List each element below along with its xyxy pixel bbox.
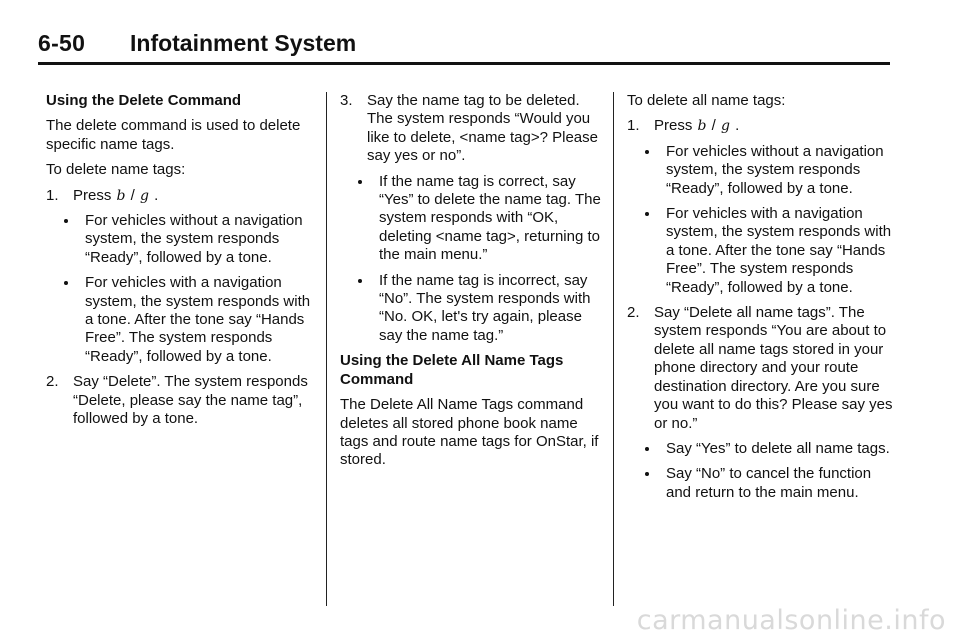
delete-all-heading: Using the Delete All Name Tags Command (340, 352, 564, 388)
column-3 (627, 92, 893, 509)
step-number: 1. (46, 186, 59, 204)
phone-button-icon: g (140, 187, 149, 204)
step-end: . (735, 117, 740, 135)
bullet-item (46, 212, 312, 267)
bullet-dot-icon (358, 279, 362, 283)
bullet-dot-icon (645, 447, 649, 451)
header-rule (38, 62, 890, 65)
delete-command-heading: Using the Delete Command (46, 92, 242, 109)
section-title: Infotainment System (130, 30, 357, 56)
bullet-text: For vehicles with a navigation system, the system responds with a tone. After the tone say “Hands Free”. The system responds “Ready”, followed by a tone. (85, 274, 311, 365)
step-end: . (154, 186, 159, 204)
bullet-dot-icon (64, 219, 68, 223)
delete-all-body: The Delete All Name Tags command deletes all stored phone book name tags and route name tags for OnStar, if stored. (340, 396, 599, 469)
step-text: Press (654, 117, 693, 135)
column-divider-1 (326, 92, 327, 606)
bullet-text: For vehicles without a navigation system, the system responds “Ready”, followed by a tone. (85, 212, 303, 266)
step-text: Say “Delete all name tags”. The system responds “You are about to delete all name tags stored in your phone directory and your route destination directory. Are you sure you want to do this? Please say yes or no.” (654, 304, 893, 432)
icon-separator: / (130, 186, 135, 204)
bullet-text: If the name tag is incorrect, say “No”. The system responds with “No. OK, let's try again, please say the name tag.” (379, 271, 591, 344)
bullet-item (627, 440, 893, 458)
bullet-dot-icon (645, 212, 649, 216)
step-1 (627, 117, 893, 135)
step-text: Say “Delete”. The system responds “Delete, please say the name tag”, followed by a tone. (73, 373, 308, 428)
bullet-item (627, 465, 893, 502)
step-number: 2. (627, 304, 640, 322)
column-divider-2 (613, 92, 614, 606)
step-3 (340, 92, 606, 166)
bullet-dot-icon (645, 150, 649, 154)
step-2 (627, 304, 893, 433)
column-1 (46, 92, 312, 436)
bullet-text: For vehicles with a navigation system, the system responds with a tone. After the tone say “Hands Free”. The system responds “Ready”, followed by a tone. (666, 205, 892, 296)
delete-all-lead: To delete all name tags: (627, 92, 786, 109)
bullet-item (340, 173, 606, 265)
step-number: 1. (627, 117, 640, 135)
phone-button-icon: g (721, 118, 730, 135)
bullet-dot-icon (645, 472, 649, 476)
step-text: Press (73, 186, 112, 204)
step-text: Say the name tag to be deleted. The system responds “Would you like to delete, <name tag>? Please say yes or no”. (367, 92, 598, 165)
column-2 (340, 92, 606, 477)
bullet-item (627, 143, 893, 198)
bullet-item (340, 272, 606, 346)
bullet-dot-icon (64, 281, 68, 285)
bullet-dot-icon (358, 180, 362, 184)
icon-separator: / (711, 117, 716, 135)
step-number: 3. (340, 92, 353, 109)
bullet-text: For vehicles without a navigation system, the system responds “Ready”, followed by a tone. (666, 142, 884, 197)
bullet-text: Say “Yes” to delete all name tags. (666, 439, 890, 457)
step-2 (46, 373, 312, 428)
watermark: carmanualsonline.info (636, 605, 946, 636)
step-1 (46, 187, 312, 205)
delete-name-tags-lead: To delete name tags: (46, 161, 186, 179)
voice-button-icon: b (116, 187, 126, 204)
delete-command-intro: The delete command is used to delete specific name tags. (46, 117, 301, 153)
bullet-item (46, 274, 312, 366)
bullet-text: Say “No” to cancel the function and return to the main menu. (666, 465, 872, 501)
step-number: 2. (46, 373, 59, 391)
bullet-text: If the name tag is correct, say “Yes” to delete the name tag. The system responds with “OK, deleting <name tag>, returning to the main menu.” (379, 172, 601, 264)
voice-button-icon: b (697, 118, 707, 135)
page-number: 6-50 (38, 30, 86, 56)
bullet-item (627, 205, 893, 297)
